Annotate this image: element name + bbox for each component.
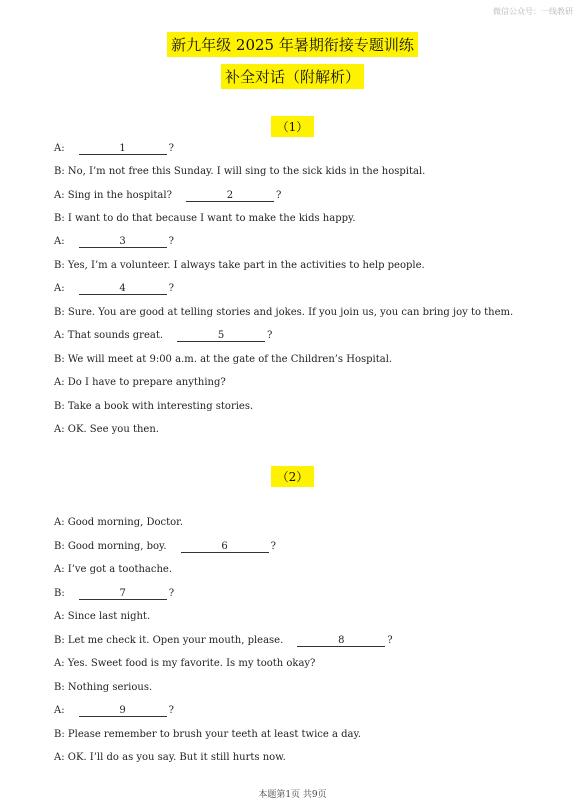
- dialogue-line: [54, 330, 272, 342]
- dialogue-prefix: A:: [54, 236, 65, 247]
- watermark-text: 微信公众号：一线教研: [493, 7, 573, 16]
- dialogue-line: B: No, I’m not free this Sunday. I will sing to the sick kids in the hospital.: [54, 166, 426, 177]
- title-line-1-wrap: [0, 32, 585, 57]
- dialogue-line: [54, 541, 276, 553]
- dialogue-suffix: ?: [168, 588, 175, 599]
- dialogue-line: B: Take a book with interesting stories.: [54, 401, 254, 412]
- dialogue-line: B: Nothing serious.: [54, 682, 153, 693]
- dialogue-suffix: ?: [168, 705, 174, 716]
- dialogue-line: A: Since last night.: [54, 611, 151, 622]
- answer-blank[interactable]: 7: [79, 589, 167, 600]
- document-subtitle: 补全对话（附解析）: [221, 64, 364, 89]
- dialogue-line: B: Please remember to brush your teeth at least twice a day.: [54, 729, 361, 740]
- section-label: （2）: [271, 466, 315, 487]
- dialogue-line: A: Good morning, Doctor.: [54, 517, 184, 528]
- dialogue-line: A: OK. I’ll do as you say. But it still hurts now.: [54, 752, 286, 763]
- answer-blank[interactable]: 3: [79, 237, 167, 248]
- dialogue-prefix: A: Sing in the hospital?: [54, 190, 172, 201]
- dialogue-line: [54, 635, 393, 647]
- dialogue-prefix: B: Good morning, boy.: [54, 541, 167, 552]
- dialogue-suffix: ?: [270, 541, 276, 552]
- dialogue-line: A: Do I have to prepare anything?: [54, 377, 226, 388]
- dialogue-suffix: ?: [168, 283, 174, 294]
- dialogue-line: [54, 283, 174, 295]
- dialogue-line: [54, 190, 281, 202]
- dialogue-prefix: A:: [54, 143, 65, 154]
- dialogue-line: A: Yes. Sweet food is my favorite. Is my tooth okay?: [54, 658, 316, 669]
- dialogue-prefix: A: That sounds great.: [54, 330, 164, 341]
- dialogue-prefix: A:: [54, 705, 65, 716]
- dialogue-line: A: OK. See you then.: [54, 424, 159, 435]
- answer-blank[interactable]: 2: [186, 191, 274, 202]
- section-label-wrap: [0, 466, 585, 487]
- dialogue-suffix: ?: [267, 330, 273, 341]
- dialogue-line: [54, 588, 174, 600]
- dialogue-line: A: I’ve got a toothache.: [54, 564, 173, 575]
- answer-blank[interactable]: 6: [181, 542, 269, 553]
- dialogue-suffix: ?: [275, 190, 282, 201]
- dialogue-line: B: We will meet at 9:00 a.m. at the gate of the Children’s Hospital.: [54, 354, 393, 365]
- dialogue-suffix: ?: [387, 635, 393, 646]
- answer-blank[interactable]: 4: [79, 284, 167, 295]
- dialogue-prefix: B: Let me check it. Open your mouth, please.: [54, 635, 284, 646]
- section-label-wrap: [0, 116, 585, 137]
- section-label: （1）: [271, 116, 315, 137]
- document-title: 新九年级 2025 年暑期衔接专题训练: [167, 32, 418, 57]
- dialogue-line: B: Sure. You are good at telling stories and jokes. If you join us, you can bring joy to them.: [54, 307, 514, 318]
- dialogue-suffix: ?: [168, 143, 174, 154]
- answer-blank[interactable]: 9: [79, 706, 167, 717]
- dialogue-line: B: Yes, I’m a volunteer. I always take part in the activities to help people.: [54, 260, 425, 271]
- dialogue-suffix: ?: [168, 236, 174, 247]
- answer-blank[interactable]: 1: [79, 144, 167, 155]
- dialogue-prefix: A:: [54, 283, 65, 294]
- dialogue-line: [54, 143, 174, 155]
- dialogue-prefix: B:: [54, 588, 65, 599]
- title-line-2-wrap: [0, 64, 585, 89]
- dialogue-line: [54, 705, 174, 717]
- page-footer: 本题第1页 共9页: [258, 790, 327, 800]
- answer-blank[interactable]: 8: [297, 636, 385, 647]
- dialogue-line: [54, 236, 174, 248]
- dialogue-line: B: I want to do that because I want to make the kids happy.: [54, 213, 356, 224]
- answer-blank[interactable]: 5: [177, 331, 265, 342]
